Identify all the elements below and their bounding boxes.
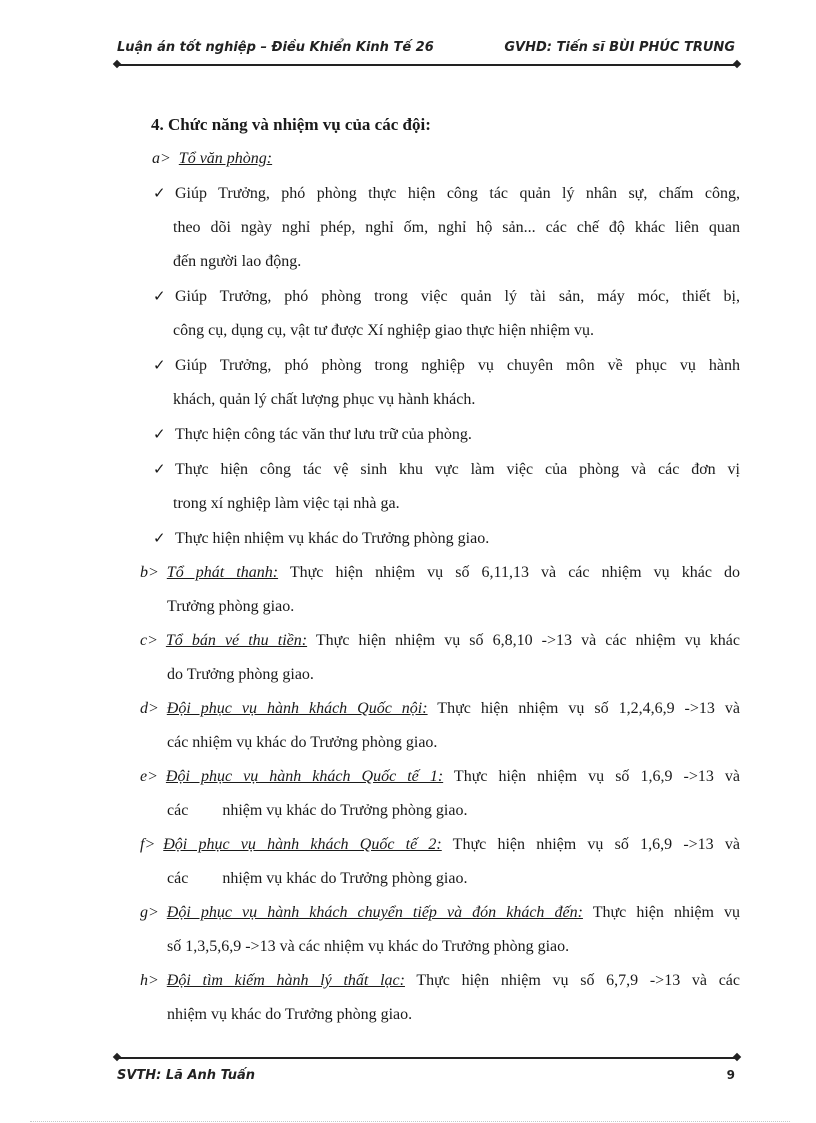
header-supervisor: GVHD: Tiến sĩ BÙI PHÚC TRUNG xyxy=(504,40,735,55)
bullet-text: Giúp Trưởng, phó phòng trong việc quản lý tài sản, máy móc, thiết bị, xyxy=(175,288,740,305)
item-text-cont: nhiệm vụ khác do Trưởng phòng giao. xyxy=(222,870,468,887)
item-marker: g> xyxy=(140,904,159,921)
bullet-item xyxy=(140,176,740,279)
item-marker: e> xyxy=(140,768,158,785)
bullet-text-cont: công cụ, dụng cụ, vật tư được Xí nghiệp giao thực hiện nhiệm vụ. xyxy=(173,322,595,339)
item-marker: h> xyxy=(140,972,159,989)
item-label: Đội tìm kiếm hành lý thất lạc: xyxy=(166,972,405,989)
bullet-text: Thực hiện công tác văn thư lưu trữ của phòng. xyxy=(175,426,472,443)
bullet-text: Thực hiện nhiệm vụ khác do Trưởng phòng giao. xyxy=(175,530,490,547)
bullet-item xyxy=(140,521,740,556)
bullet-text-cont: khách, quản lý chất lượng phục vụ hành khách. xyxy=(173,391,476,408)
section-a-marker: a> xyxy=(152,150,171,167)
bullet-text: Giúp Trưởng, phó phòng thực hiện công tác quản lý nhân sự, chấm công, xyxy=(175,185,740,202)
page-break-line xyxy=(30,1121,790,1122)
section-d xyxy=(140,692,740,760)
bullet-item xyxy=(140,417,740,452)
check-icon: ✓ xyxy=(153,529,166,547)
header-divider xyxy=(117,64,737,66)
item-text-cont: do Trưởng phòng giao. xyxy=(167,666,314,683)
section-c xyxy=(140,624,740,692)
bullet-text: Thực hiện công tác vệ sinh khu vực làm việc của phòng và các đơn vị xyxy=(175,461,740,478)
section-g xyxy=(140,896,740,964)
bullet-text-cont: đến người lao động. xyxy=(173,253,302,270)
item-text-cont: nhiệm vụ khác do Trưởng phòng giao. xyxy=(167,1006,413,1023)
bullet-text-cont: trong xí nghiệp làm việc tại nhà ga. xyxy=(173,495,400,512)
item-text: Thực hiện nhiệm vụ xyxy=(582,904,741,921)
item-text-cont: Trưởng phòng giao. xyxy=(167,598,295,615)
check-icon: ✓ xyxy=(153,425,166,443)
check-icon: ✓ xyxy=(153,184,166,202)
bullet-text-cont: theo dõi ngày nghỉ phép, nghỉ ốm, nghỉ hộ sản... các chế độ khác liên quan xyxy=(173,219,740,236)
section-e xyxy=(140,760,740,828)
item-label: Đội phục vụ hành khách Quốc nội: xyxy=(166,700,428,717)
item-text: Thực hiện nhiệm vụ số 1,6,9 ->13 và xyxy=(441,836,741,853)
item-marker: c> xyxy=(140,632,158,649)
check-icon: ✓ xyxy=(153,287,166,305)
section-heading: 4. Chức năng và nhiệm vụ của các đội: xyxy=(151,115,431,134)
item-marker: d> xyxy=(140,700,159,717)
item-label: Tổ bán vé thu tiền: xyxy=(165,632,308,649)
page-body xyxy=(140,108,740,1032)
item-text: Thực hiện nhiệm vụ số 6,7,9 ->13 và các xyxy=(404,972,741,989)
item-marker: b> xyxy=(140,564,159,581)
page-footer xyxy=(117,1068,737,1088)
item-text-cont: các nhiệm vụ khác do Trưởng phòng giao. xyxy=(167,734,438,751)
item-label: Đội phục vụ hành khách Quốc tế 2: xyxy=(163,836,442,853)
section-b xyxy=(140,556,740,624)
bullet-text: Giúp Trưởng, phó phòng trong nghiệp vụ chuyên môn về phục vụ hành xyxy=(175,357,740,374)
item-text: Thực hiện nhiệm vụ số 6,11,13 và các nhiệm vụ khác do xyxy=(278,564,741,581)
check-icon: ✓ xyxy=(153,356,166,374)
page-header xyxy=(117,40,737,60)
item-text-cont: nhiệm vụ khác do Trưởng phòng giao. xyxy=(222,802,468,819)
item-label: Đội phục vụ hành khách Quốc tế 1: xyxy=(165,768,444,785)
item-text-cont: các xyxy=(167,870,189,887)
check-icon: ✓ xyxy=(153,460,166,478)
item-label: Đội phục vụ hành khách chuyển tiếp và đón khách đến: xyxy=(166,904,583,921)
item-text-cont: các xyxy=(167,802,189,819)
item-marker: f> xyxy=(140,836,156,853)
footer-author: SVTH: Lã Anh Tuấn xyxy=(117,1068,256,1083)
bullet-item xyxy=(140,279,740,348)
page-number: 9 xyxy=(726,1068,735,1082)
section-a-label: Tổ văn phòng: xyxy=(178,150,273,167)
section-h xyxy=(140,964,740,1032)
item-text: Thực hiện nhiệm vụ số 1,2,4,6,9 ->13 và xyxy=(427,700,740,717)
item-text: Thực hiện nhiệm vụ số 1,6,9 ->13 và xyxy=(443,768,741,785)
section-f xyxy=(140,828,740,896)
bullet-item xyxy=(140,348,740,417)
item-text: Thực hiện nhiệm vụ số 6,8,10 ->13 và các nhiệm vụ khác xyxy=(307,632,740,649)
bullet-item xyxy=(140,452,740,521)
item-text-cont: số 1,3,5,6,9 ->13 và các nhiệm vụ khác do Trưởng phòng giao. xyxy=(167,938,570,955)
item-label: Tổ phát thanh: xyxy=(166,564,279,581)
footer-divider xyxy=(117,1057,737,1059)
section-a-title xyxy=(140,142,740,176)
header-thesis-title: Luận án tốt nghiệp – Điều Khiển Kinh Tế 26 xyxy=(117,40,434,55)
